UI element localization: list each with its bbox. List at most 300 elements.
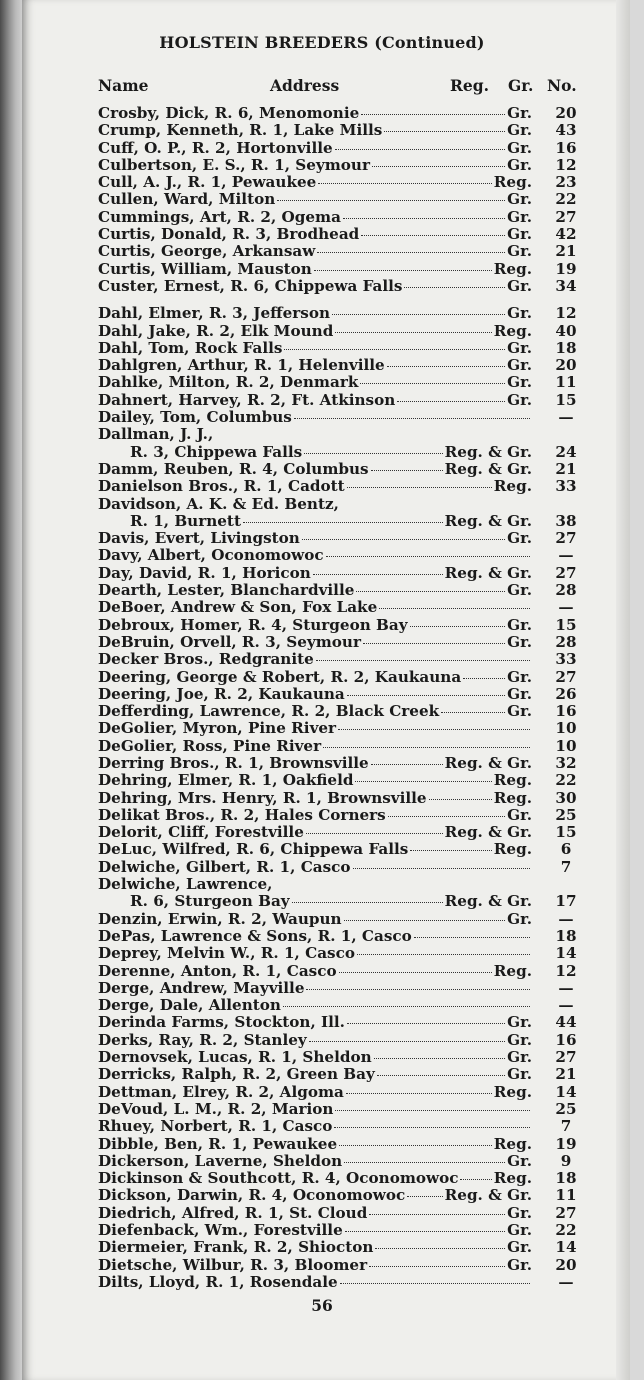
list-item <box>98 496 588 513</box>
breed-type: Gr. <box>507 1030 532 1049</box>
breed-type: Reg. <box>493 1169 532 1188</box>
herd-count: 21 <box>555 1065 577 1084</box>
list-item <box>98 547 588 564</box>
herd-count: 14 <box>555 1082 577 1101</box>
entry-line <box>98 582 532 599</box>
breeder-entry: Damm, Reuben, R. 4, Columbus <box>98 459 369 478</box>
herd-count: 15 <box>555 390 577 409</box>
entry-line <box>98 496 532 513</box>
list-item <box>98 841 588 858</box>
breeder-entry: Delwiche, Gilbert, R. 1, Casco <box>98 857 351 876</box>
herd-count: 25 <box>555 1099 577 1118</box>
list-item <box>98 157 588 174</box>
dot-leader <box>277 199 505 201</box>
entry-line <box>98 807 532 824</box>
dot-leader <box>463 677 505 679</box>
breeder-entry: Dahnert, Harvey, R. 2, Ft. Atkinson <box>98 390 396 409</box>
herd-count: 19 <box>555 1134 577 1153</box>
list-item <box>98 261 588 278</box>
breed-type: Reg. <box>493 173 532 192</box>
breeder-entry: Derge, Andrew, Mayville <box>98 978 305 997</box>
breeder-entry: Diedrich, Alfred, R. 1, St. Cloud <box>98 1203 368 1222</box>
breeder-entry: Diefenback, Wm., Forestville <box>98 1221 343 1239</box>
dot-leader <box>388 815 505 817</box>
dot-leader <box>357 953 530 955</box>
breed-type: Gr. <box>507 338 532 357</box>
list-item <box>98 634 588 651</box>
list-item <box>98 357 588 374</box>
breed-type: Reg. <box>493 259 532 278</box>
breeder-entry: Davis, Evert, Livingston <box>98 529 300 548</box>
list-item <box>98 1049 588 1066</box>
list-item <box>98 893 588 910</box>
herd-count: — <box>558 978 574 997</box>
entry-line <box>98 1257 532 1274</box>
entry-line <box>98 565 532 582</box>
breed-type: Reg. <box>493 321 532 340</box>
page-edge <box>616 0 630 1380</box>
breeder-entry: Decker Bros., Redgranite <box>98 650 314 669</box>
column-header-gr: Gr. <box>508 76 534 95</box>
breeder-entry: Dickerson, Laverne, Sheldon <box>98 1151 343 1170</box>
dot-leader <box>371 763 443 765</box>
entry-line <box>98 772 532 789</box>
list-item <box>98 738 588 755</box>
herd-count: 32 <box>555 753 577 772</box>
dot-leader <box>347 486 492 488</box>
breeder-entry: Cull, A. J., R. 1, Pewaukee <box>98 173 317 192</box>
breeder-entry: DeBruin, Orvell, R. 3, Seymour <box>98 632 361 651</box>
herd-count: 7 <box>560 1117 572 1136</box>
herd-count: 9 <box>560 1151 572 1170</box>
list-item <box>98 876 588 893</box>
breeder-entry: Dietsche, Wilbur, R. 3, Bloomer <box>98 1255 368 1274</box>
dot-leader <box>294 417 530 419</box>
breed-type: Reg. & Gr. <box>444 459 532 478</box>
breeder-entry: Dibble, Ben, R. 1, Pewaukee <box>98 1134 338 1153</box>
breeder-entry: Dickinson & Southcott, R. 4, Oconomowoc <box>98 1169 459 1188</box>
list-item <box>98 997 588 1014</box>
herd-count: 33 <box>555 477 577 496</box>
dot-leader <box>387 365 505 367</box>
list-item <box>98 911 588 928</box>
breeder-entry: Dettman, Elrey, R. 2, Algoma <box>98 1082 344 1101</box>
breeder-entry: Derge, Dale, Allenton <box>98 996 281 1015</box>
list-item <box>98 374 588 391</box>
column-header-reg: Reg. <box>450 76 489 95</box>
breed-type: Gr. <box>507 667 532 686</box>
dot-leader <box>339 971 492 973</box>
entry-line <box>98 122 532 139</box>
list-item <box>98 1205 588 1222</box>
list-item <box>98 1257 588 1274</box>
entry-line <box>98 323 532 340</box>
list-item <box>98 140 588 157</box>
entry-line <box>98 374 532 391</box>
herd-count: 18 <box>555 1169 577 1188</box>
breeder-entry: Curtis, George, Arkansaw <box>98 242 316 261</box>
breeder-entry: DeGolier, Myron, Pine River <box>98 719 337 738</box>
breed-type: Reg. <box>493 477 532 496</box>
herd-count: 27 <box>555 667 577 686</box>
herd-count: 14 <box>555 1238 577 1257</box>
breeder-entry: Davidson, A. K. & Ed. Bentz, <box>98 494 339 513</box>
entry-line <box>98 669 532 686</box>
dot-leader <box>343 217 505 219</box>
herd-count: 22 <box>555 1221 577 1239</box>
entry-line <box>98 893 532 910</box>
list-item <box>98 461 588 478</box>
breeder-entry: Dearth, Lester, Blanchardville <box>98 581 355 600</box>
breeder-entry: Delwiche, Lawrence, <box>98 875 273 894</box>
list-item <box>98 209 588 226</box>
herd-count: — <box>558 909 574 928</box>
breed-type: Reg. <box>493 1082 532 1101</box>
breeder-entry: Defferding, Lawrence, R. 2, Black Creek <box>98 702 440 721</box>
herd-count: 34 <box>555 276 577 295</box>
herd-count: 16 <box>555 138 577 157</box>
list-item <box>98 278 588 295</box>
entry-line <box>98 513 532 530</box>
dot-leader <box>369 1265 505 1267</box>
entry-line <box>98 278 532 295</box>
breed-type: Gr. <box>507 684 532 703</box>
breeder-entry: Debroux, Homer, R. 4, Sturgeon Bay <box>98 615 408 634</box>
entry-line <box>98 478 532 495</box>
breeder-entry: Culbertson, E. S., R. 1, Seymour <box>98 155 370 174</box>
breed-type: Gr. <box>507 207 532 226</box>
dot-leader <box>243 521 443 523</box>
breeder-entry: Danielson Bros., R. 1, Cadott <box>98 477 345 496</box>
list-item <box>98 772 588 789</box>
entry-line <box>98 1136 532 1153</box>
entry-line <box>98 1014 532 1031</box>
herd-count: 19 <box>555 259 577 278</box>
list-item <box>98 1101 588 1118</box>
dot-leader <box>410 849 491 851</box>
list-item <box>98 1187 588 1204</box>
herd-count: 23 <box>555 173 577 192</box>
entry-line <box>98 617 532 634</box>
list-item <box>98 478 588 495</box>
breed-type: Gr. <box>507 1013 532 1032</box>
herd-count: — <box>558 1272 574 1291</box>
dot-leader <box>338 728 530 730</box>
breeder-entry: Deprey, Melvin W., R. 1, Casco <box>98 944 355 963</box>
list-item <box>98 174 588 191</box>
column-header-no: No. <box>547 76 577 95</box>
breed-type: Gr. <box>507 138 532 157</box>
herd-count: 17 <box>555 892 577 911</box>
entry-line <box>98 945 532 962</box>
breeder-entry: Custer, Ernest, R. 6, Chippewa Falls <box>98 276 403 295</box>
breeder-entry: Derinda Farms, Stockton, Ill. <box>98 1013 345 1032</box>
breeder-entry: Dehring, Elmer, R. 1, Oakfield <box>98 771 354 790</box>
herd-count: 40 <box>555 321 577 340</box>
breed-type: Reg. & Gr. <box>444 442 532 461</box>
book-binding <box>0 0 22 1380</box>
dot-leader <box>374 1057 505 1059</box>
list-item <box>98 1118 588 1135</box>
list-item <box>98 340 588 357</box>
breed-type: Gr. <box>507 632 532 651</box>
entry-line <box>98 243 532 260</box>
list-item <box>98 243 588 260</box>
list-item <box>98 963 588 980</box>
entry-line <box>98 841 532 858</box>
breeder-entry: Rhuey, Norbert, R. 1, Casco <box>98 1117 333 1136</box>
list-item <box>98 980 588 997</box>
list-item <box>98 859 588 876</box>
dot-leader <box>353 867 530 869</box>
entry-line <box>98 686 532 703</box>
herd-count: 10 <box>555 719 577 738</box>
herd-count: 16 <box>555 1030 577 1049</box>
herd-count: 20 <box>555 104 577 122</box>
herd-count: 21 <box>555 459 577 478</box>
breed-type: Gr. <box>507 242 532 261</box>
breeder-entry: DeBoer, Andrew & Son, Fox Lake <box>98 598 378 617</box>
breed-type: Gr. <box>507 1203 532 1222</box>
list-item <box>98 651 588 668</box>
breeder-entry: Curtis, William, Mauston <box>98 259 312 278</box>
dot-leader <box>360 382 505 384</box>
breeder-entry: Dahl, Elmer, R. 3, Jefferson <box>98 304 330 323</box>
breeder-entry: Day, David, R. 1, Horicon <box>98 563 311 582</box>
dot-leader <box>410 625 506 627</box>
herd-count: 16 <box>555 702 577 721</box>
breeder-entry: Cummings, Art, R. 2, Ogema <box>98 207 341 226</box>
list-item <box>98 1239 588 1256</box>
list-item <box>98 790 588 807</box>
breeder-entry: Dahl, Jake, R. 2, Elk Mound <box>98 321 334 340</box>
entry-line <box>98 824 532 841</box>
breeder-entry: Delikat Bros., R. 2, Hales Corners <box>98 805 386 824</box>
breed-type: Reg. <box>493 771 532 790</box>
dot-leader <box>347 1022 505 1024</box>
dot-leader <box>309 1040 505 1042</box>
herd-count: 30 <box>555 788 577 807</box>
breed-type: Gr. <box>507 155 532 174</box>
dot-leader <box>414 936 530 938</box>
breeder-entry: Dickson, Darwin, R. 4, Oconomowoc <box>98 1186 406 1205</box>
herd-count: 28 <box>555 581 577 600</box>
breed-type: Gr. <box>507 1255 532 1274</box>
column-header-address: Address <box>270 76 340 95</box>
herd-count: 12 <box>555 961 577 980</box>
breeder-entry: Diermeier, Frank, R. 2, Shiocton <box>98 1238 374 1257</box>
herd-count: — <box>558 598 574 617</box>
herd-count: 18 <box>555 926 577 945</box>
list-item <box>98 1136 588 1153</box>
herd-count: 22 <box>555 771 577 790</box>
column-header-name: Name <box>98 76 149 95</box>
list-item <box>98 669 588 686</box>
list-item <box>98 1274 588 1291</box>
list-item <box>98 1084 588 1101</box>
entry-line <box>98 651 532 668</box>
herd-count: 27 <box>555 563 577 582</box>
herd-count: 11 <box>555 1186 577 1205</box>
herd-count: 6 <box>560 840 572 859</box>
herd-count: 43 <box>555 121 577 140</box>
entry-line <box>98 140 532 157</box>
breeder-entry: Derks, Ray, R. 2, Stanley <box>98 1030 307 1049</box>
list-item <box>98 392 588 409</box>
breed-type: Gr. <box>507 1151 532 1170</box>
entry-line <box>98 1222 532 1239</box>
dot-leader <box>318 182 492 184</box>
list-item <box>98 409 588 426</box>
entry-line <box>98 859 532 876</box>
breed-type: Gr. <box>507 1048 532 1067</box>
breeder-entry: Curtis, Donald, R. 3, Brodhead <box>98 225 360 244</box>
dot-leader <box>339 1144 492 1146</box>
list-item <box>98 703 588 720</box>
dot-leader <box>335 331 491 333</box>
list-item <box>98 824 588 841</box>
dot-leader <box>340 1282 530 1284</box>
herd-count: — <box>558 408 574 427</box>
breeder-entry: DeLuc, Wilfred, R. 6, Chippewa Falls <box>98 840 409 859</box>
list-item <box>98 122 588 139</box>
entry-line <box>98 1274 532 1291</box>
breed-type: Reg. & Gr. <box>444 823 532 842</box>
breed-type: Gr. <box>507 356 532 375</box>
dot-leader <box>284 348 505 350</box>
breed-type: Reg. <box>493 1134 532 1153</box>
breeder-entry: DePas, Lawrence & Sons, R. 1, Casco <box>98 926 412 945</box>
list-item <box>98 1014 588 1031</box>
herd-count: 26 <box>555 684 577 703</box>
breed-type: Reg. & Gr. <box>444 892 532 911</box>
dot-leader <box>323 746 530 748</box>
breeder-entry: Cullen, Ward, Milton <box>98 190 276 209</box>
herd-count: 33 <box>555 650 577 669</box>
herd-count: 20 <box>555 356 577 375</box>
entry-line <box>98 1066 532 1083</box>
dot-leader <box>317 251 505 253</box>
entry-line <box>98 105 532 122</box>
dot-leader <box>429 798 492 800</box>
dot-leader <box>363 642 505 644</box>
list-item <box>98 191 588 208</box>
dot-leader <box>344 1161 505 1163</box>
entry-line <box>98 461 532 478</box>
entry-line <box>98 530 532 547</box>
breed-type: Gr. <box>507 104 532 122</box>
dot-leader <box>361 113 505 115</box>
list-item <box>98 582 588 599</box>
breed-type: Gr. <box>507 702 532 721</box>
breed-type: Reg. & Gr. <box>444 563 532 582</box>
herd-count: 21 <box>555 242 577 261</box>
breeder-entry: Delorit, Cliff, Forestville <box>98 823 304 842</box>
dot-leader <box>306 832 443 834</box>
breed-type: Gr. <box>507 225 532 244</box>
dot-leader <box>346 1092 492 1094</box>
breeder-entry: Dehring, Mrs. Henry, R. 1, Brownsville <box>98 788 427 807</box>
dot-leader <box>335 148 505 150</box>
breeder-entry: Dahl, Tom, Rock Falls <box>98 338 283 357</box>
entry-line <box>98 209 532 226</box>
breed-type: Gr. <box>507 276 532 295</box>
entry-line <box>98 790 532 807</box>
herd-count: 24 <box>555 442 577 461</box>
herd-count: 11 <box>555 373 577 392</box>
entry-line <box>98 226 532 243</box>
entry-line <box>98 174 532 191</box>
entry-line <box>98 340 532 357</box>
breeder-entry: Derenne, Anton, R. 1, Casco <box>98 961 337 980</box>
list-item <box>98 617 588 634</box>
herd-count: 20 <box>555 1255 577 1274</box>
breeder-entry: Derring Bros., R. 1, Brownsville <box>98 753 369 772</box>
entry-line <box>98 928 532 945</box>
dot-leader <box>345 1230 505 1232</box>
breeder-entry: Davy, Albert, Oconomowoc <box>98 546 324 565</box>
list-item <box>98 599 588 616</box>
entry-line <box>98 963 532 980</box>
herd-count: 15 <box>555 823 577 842</box>
dot-leader <box>377 1074 505 1076</box>
breeder-entry: R. 1, Burnett <box>130 511 241 530</box>
entry-line <box>98 157 532 174</box>
breed-type: Reg. & Gr. <box>444 753 532 772</box>
breed-type: Gr. <box>507 1065 532 1084</box>
breed-type: Gr. <box>507 390 532 409</box>
entry-line <box>98 1118 532 1135</box>
dot-leader <box>372 165 505 167</box>
entry-line <box>98 634 532 651</box>
breed-type: Reg. <box>493 840 532 859</box>
dot-leader <box>334 1126 530 1128</box>
list-item <box>98 807 588 824</box>
dot-leader <box>384 130 505 132</box>
breeder-entry: Denzin, Erwin, R. 2, Waupun <box>98 909 342 928</box>
entry-line <box>98 261 532 278</box>
entry-line <box>98 444 532 461</box>
list-item <box>98 1170 588 1187</box>
dot-leader <box>404 286 505 288</box>
breeder-entry: Cuff, O. P., R. 2, Hortonville <box>98 138 333 157</box>
herd-count: — <box>558 996 574 1015</box>
herd-count: 27 <box>555 1048 577 1067</box>
entry-line <box>98 720 532 737</box>
list-item <box>98 1032 588 1049</box>
herd-count: 27 <box>555 1203 577 1222</box>
entry-line <box>98 703 532 720</box>
dot-leader <box>375 1247 505 1249</box>
herd-count: 14 <box>555 944 577 963</box>
list-item <box>98 1153 588 1170</box>
dot-leader <box>361 234 505 236</box>
breed-type: Gr. <box>507 581 532 600</box>
list-item <box>98 426 588 443</box>
herd-count: 38 <box>555 511 577 530</box>
entry-line <box>98 755 532 772</box>
herd-count: 25 <box>555 805 577 824</box>
breeder-entry: R. 3, Chippewa Falls <box>130 442 303 461</box>
entry-line <box>98 357 532 374</box>
entry-line <box>98 1153 532 1170</box>
entry-line <box>98 980 532 997</box>
entry-line <box>98 1101 532 1118</box>
breeder-entry: Dernovsek, Lucas, R. 1, Sheldon <box>98 1048 372 1067</box>
dot-leader <box>347 694 505 696</box>
dot-leader <box>379 607 530 609</box>
entry-line <box>98 191 532 208</box>
